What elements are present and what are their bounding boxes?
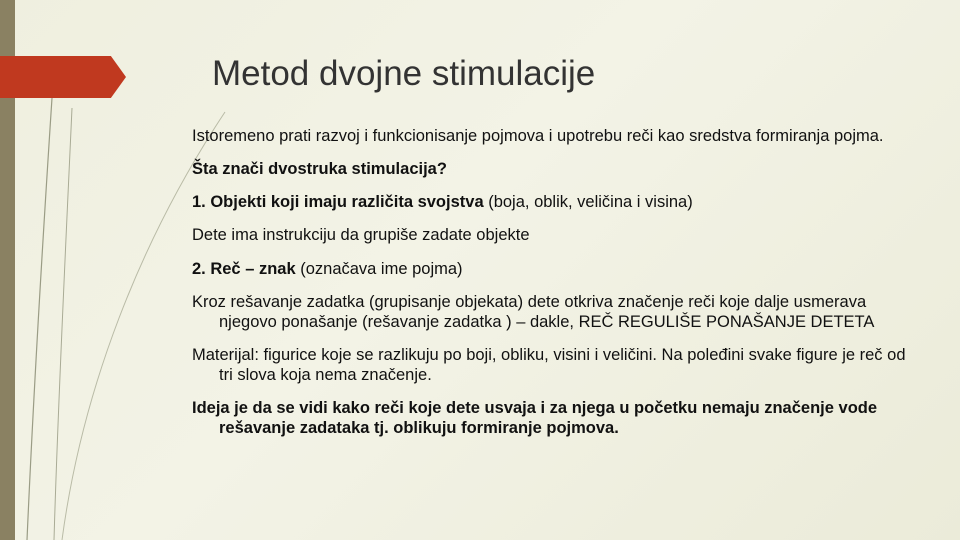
bold-text: Šta znači dvostruka stimulacija? bbox=[192, 160, 447, 179]
title-accent-tab bbox=[0, 56, 126, 98]
bold-text: 1. Objekti koji imaju različita svojstva bbox=[192, 193, 484, 212]
body-paragraph bbox=[192, 192, 908, 212]
body-text: Materijal: figurice koje se razlikuju po boji, obliku, visini i veličini. Na poleđini svake figure je reč od tri slova koja nema značenje. bbox=[192, 345, 906, 384]
body-paragraph bbox=[192, 159, 908, 179]
body-paragraph bbox=[192, 259, 908, 279]
bold-text: Ideja je da se vidi kako reči koje dete usvaja i za njega u početku nemaju značenje vode rešavanje zadataka tj. oblikuju formiranje pojmova. bbox=[192, 399, 878, 438]
body-paragraph bbox=[192, 398, 908, 438]
body-paragraph bbox=[192, 292, 908, 332]
body-text: Istoremeno prati razvoj i funkcionisanje pojmova i upotrebu reči kao sredstva formiranja pojma. bbox=[192, 127, 884, 145]
body-text: Dete ima instrukciju da grupiše zadate objekte bbox=[192, 226, 530, 245]
body-paragraph bbox=[192, 126, 908, 146]
body-text: (označava ime pojma) bbox=[295, 259, 463, 278]
body-text: (boja, oblik, veličina i visina) bbox=[483, 193, 693, 212]
body-text: Kroz rešavanje zadatka (grupisanje objekata) dete otkriva značenje reči koje dalje usmerava njegovo ponašanje (rešavanje zadatka ) – dakle, REČ REGULIŠE PONAŠANJE DETETA bbox=[192, 292, 875, 331]
body-paragraph bbox=[192, 345, 908, 385]
body-paragraph bbox=[192, 225, 908, 245]
slide-title: Metod dvojne stimulacije bbox=[212, 54, 596, 93]
slide-body bbox=[192, 126, 908, 438]
bold-text: 2. Reč – znak bbox=[192, 259, 296, 278]
